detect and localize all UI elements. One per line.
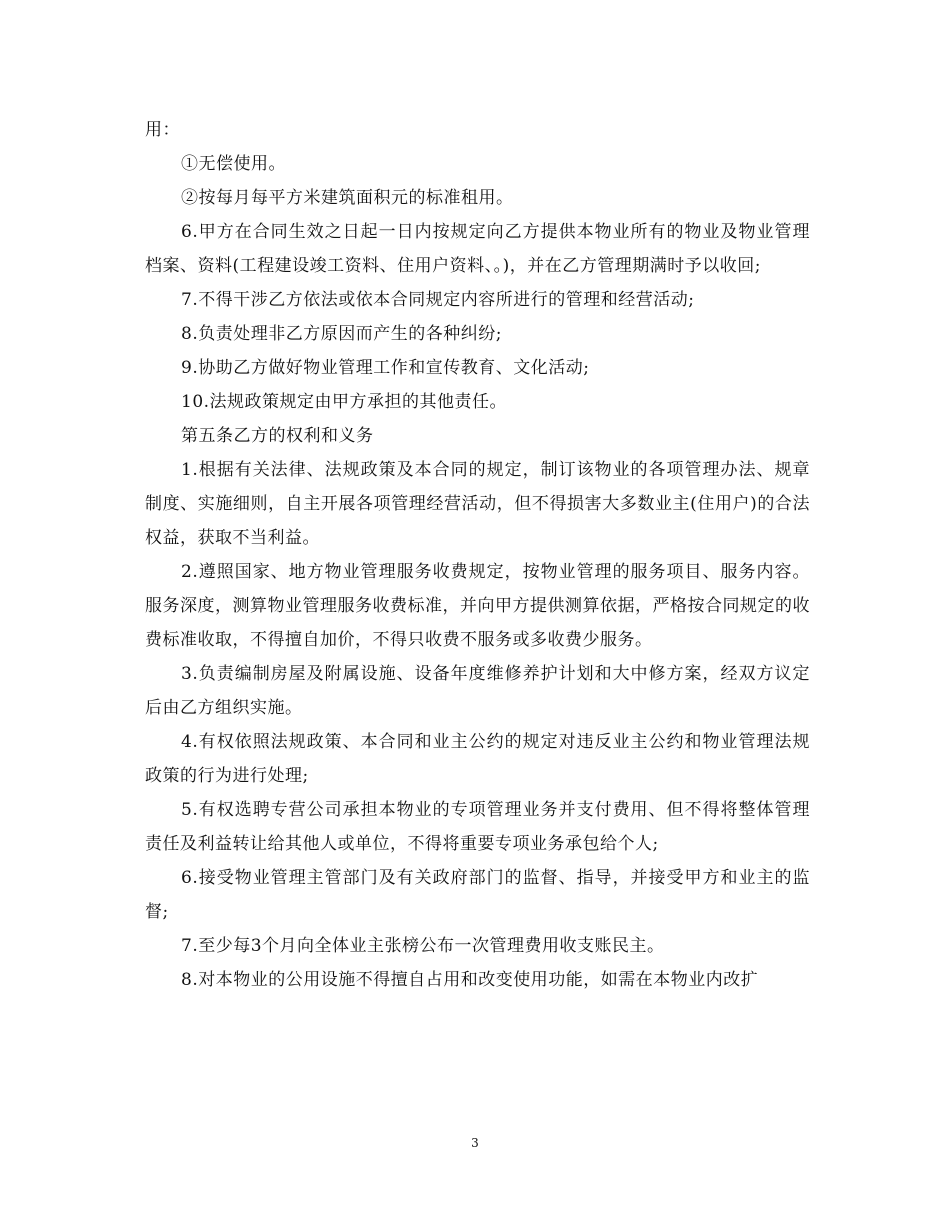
paragraph-party-b-item-1: 1.根据有关法律、法规政策及本合同的规定，制订该物业的各项管理办法、规章制度、实施细则，自主开展各项管理经营活动，但不得损害大多数业主(住用户)的合法权益，获取不当利益。 — [145, 460, 810, 548]
paragraph-party-b-item-4: 4.有权依照法规政策、本合同和业主公约的规定对违反业主公约和物业管理法规政策的行为进行处理; — [145, 732, 810, 786]
page-number: 3 — [471, 1136, 479, 1150]
paragraph-party-b-item-3: 3.负责编制房屋及附属设施、设备年度维修养护计划和大中修方案，经双方议定后由乙方组织实施。 — [145, 664, 810, 718]
paragraph-party-b-item-2: 2.遵照国家、地方物业管理服务收费规定，按物业管理的服务项目、服务内容。服务深度，测算物业管理服务收费标准，并向甲方提供测算依据，严格按合同规定的收费标准收取，不得擅自加价，不得只收费不服务或多收费少服务。 — [145, 562, 810, 650]
paragraph-party-b-item-7: 7.至少每3个月向全体业主张榜公布一次管理费用收支账民主。 — [181, 936, 665, 956]
paragraph-party-b-item-8: 8.对本物业的公用设施不得擅自占用和改变使用功能，如需在本物业内改扩 — [181, 970, 759, 990]
paragraph-party-a-item-9: 9.协助乙方做好物业管理工作和宣传教育、文化活动; — [181, 358, 590, 378]
paragraph-party-a-item-10: 10.法规政策规定由甲方承担的其他责任。 — [181, 392, 508, 412]
paragraph-party-a-item-6: 6.甲方在合同生效之日起一日内按规定向乙方提供本物业所有的物业及物业管理档案、资料(工程建设竣工资料、住用户资料、。)，并在乙方管理期满时予以收回; — [145, 222, 810, 276]
paragraph-option-rent: ②按每月每平方米建筑面积元的标准租用。 — [181, 188, 514, 208]
paragraph-party-a-item-7: 7.不得干涉乙方依法或依本合同规定内容所进行的管理和经营活动; — [181, 290, 695, 310]
section-heading-article-5: 第五条乙方的权利和义务 — [181, 426, 374, 446]
paragraph-party-b-item-5: 5.有权选聘专营公司承担本物业的专项管理业务并支付费用、但不得将整体管理责任及利益转让给其他人或单位，不得将重要专项业务承包给个人; — [145, 800, 810, 854]
paragraph-party-b-item-6: 6.接受物业管理主管部门及有关政府部门的监督、指导，并接受甲方和业主的监督; — [145, 868, 810, 922]
paragraph-party-a-item-8: 8.负责处理非乙方原因而产生的各种纠纷; — [181, 324, 502, 344]
paragraph-continuation: 用： — [145, 120, 180, 140]
paragraph-option-free-use: ①无偿使用。 — [181, 154, 286, 174]
document-body — [145, 113, 810, 997]
